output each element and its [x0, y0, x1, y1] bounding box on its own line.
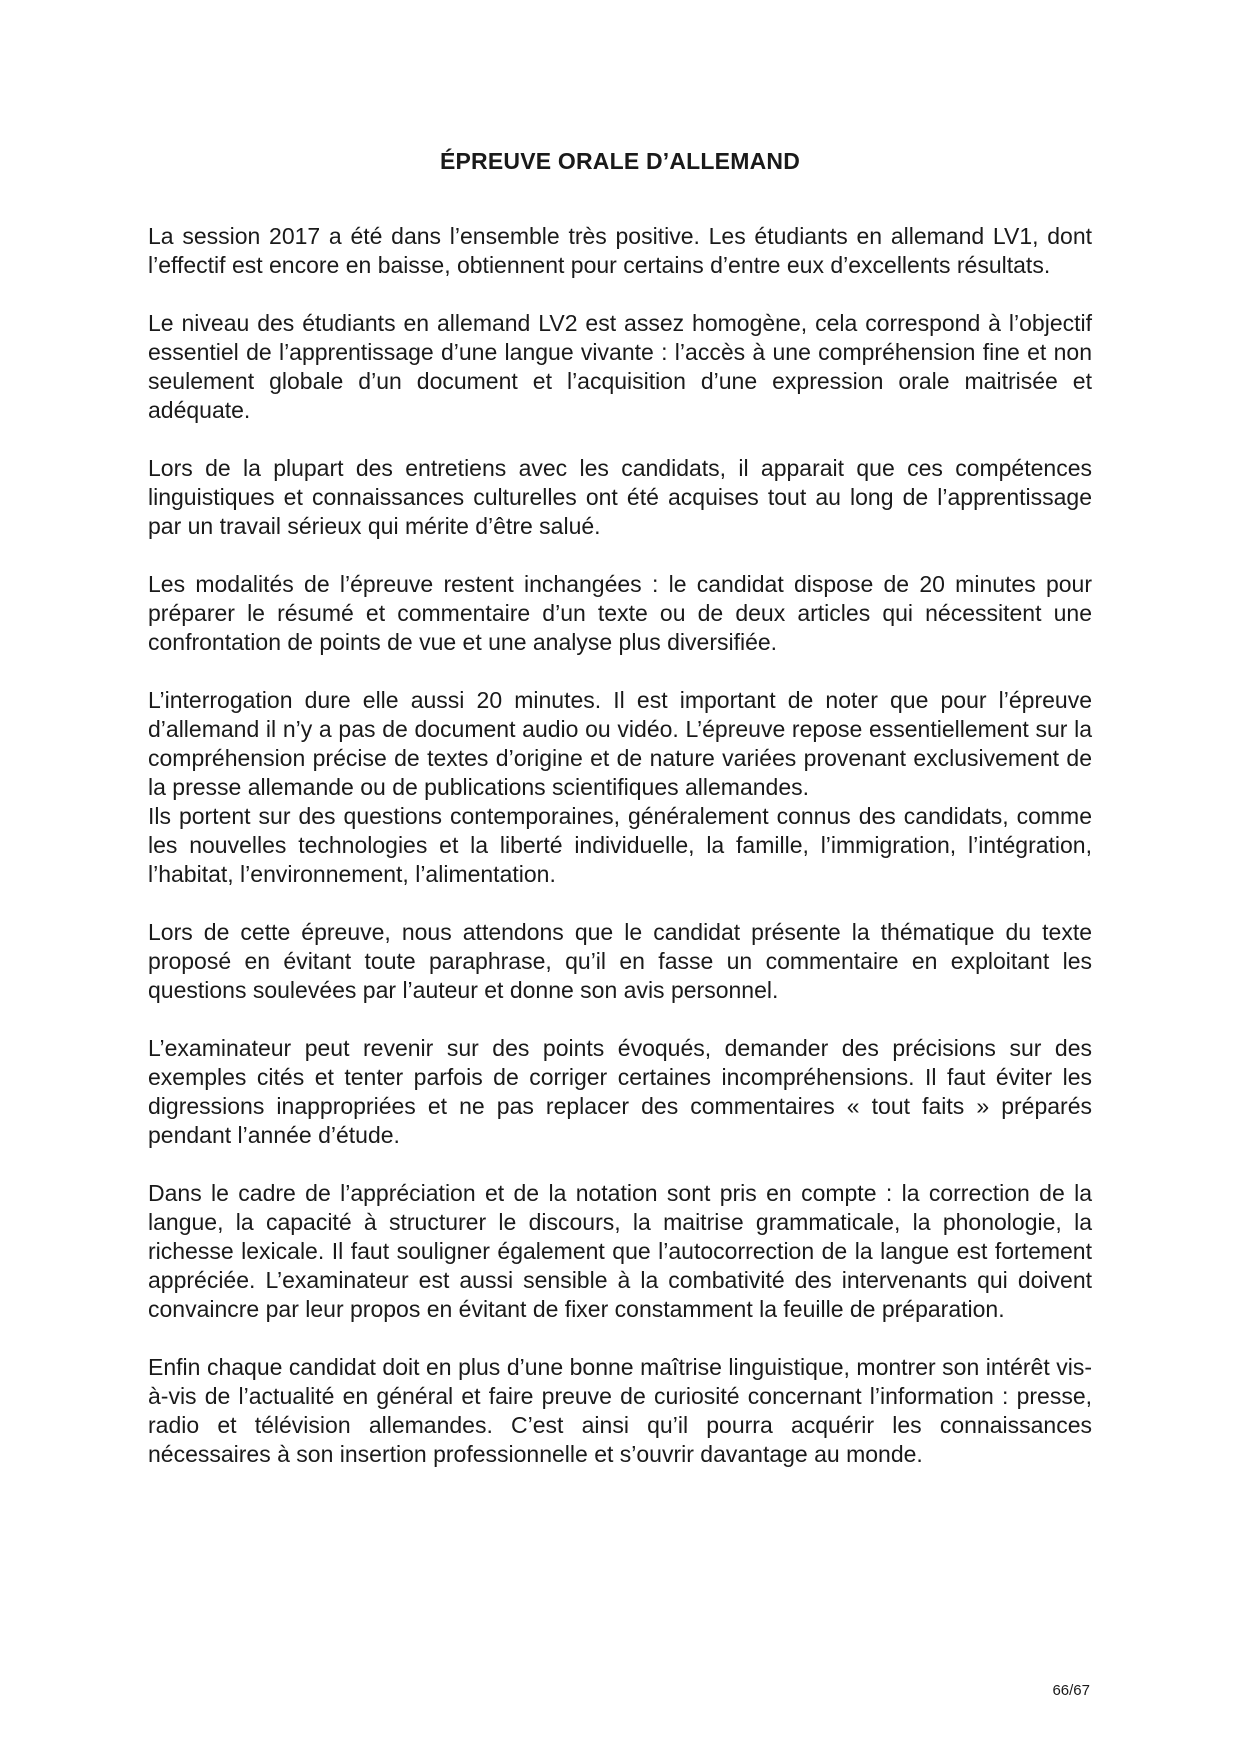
paragraph-interrogation: L’interrogation dure elle aussi 20 minutes. Il est important de noter que pour l’épreuve d’allemand il n’y a pas de document audio ou vidéo. L’épreuve repose essentiellement sur la compréhension précise de textes d’origine et de nature variées provenant exclusivement de la presse allemande ou de publications scientifiques allemandes. [148, 687, 1092, 800]
page-title: ÉPREUVE ORALE D’ALLEMAND [439, 148, 801, 174]
paragraph-lv2-level: Le niveau des étudiants en allemand LV2 est assez homogène, cela correspond à l’objectif essentiel de l’apprentissage d’une langue vivante : l’accès à une compréhension fine et non seulement globale d’un document et l’acquisition d’une expression orale maitrisée et adéquate. [148, 310, 1092, 423]
paragraph-exam-modalities: Les modalités de l’épreuve restent inchangées : le candidat dispose de 20 minutes pour préparer le résumé et commentaire d’un texte ou de deux articles qui nécessitent une confrontation de points de vue et une analyse plus diversifiée. [148, 571, 1092, 655]
paragraph-evaluation: Dans le cadre de l’appréciation et de la notation sont pris en compte : la correction de la langue, la capacité à structurer le discours, la maitrise grammaticale, la phonologie, la richesse lexicale. Il faut souligner également que l’autocorrection de la langue est fortement appréciée. L’examinateur est aussi sensible à la combativité des intervenants qui doivent convaincre par leur propos en évitant de fixer constamment la feuille de préparation. [148, 1180, 1092, 1322]
paragraph-topics: Ils portent sur des questions contemporaines, généralement connus des candidats, comme les nouvelles technologies et la liberté individuelle, la famille, l’immigration, l’intégration, l’habitat, l’environnement, l’alimentation. [148, 803, 1092, 887]
paragraph-competences: Lors de la plupart des entretiens avec les candidats, il apparait que ces compétences linguistiques et connaissances culturelles ont été acquises tout au long de l’apprentissage par un travail sérieux qui mérite d’être salué. [148, 455, 1092, 539]
document-body [148, 222, 1092, 1498]
page-number: 66/67 [1052, 1682, 1090, 1699]
paragraph-expectations: Lors de cette épreuve, nous attendons que le candidat présente la thématique du texte proposé en évitant toute paraphrase, qu’il en fasse un commentaire en exploitant les questions soulevées par l’auteur et donne son avis personnel. [148, 919, 1092, 1003]
paragraph-examiner: L’examinateur peut revenir sur des points évoqués, demander des précisions sur des exemples cités et tenter parfois de corriger certaines incompréhensions. Il faut éviter les digressions inappropriées et ne pas replacer des commentaires « tout faits » préparés pendant l’année d’étude. [148, 1035, 1092, 1148]
paragraph-conclusion: Enfin chaque candidat doit en plus d’une bonne maîtrise linguistique, montrer son intérêt vis-à-vis de l’actualité en général et faire preuve de curiosité concernant l’information : presse, radio et télévision allemandes. C’est ainsi qu’il pourra acquérir les connaissances nécessaires à son insertion professionnelle et s’ouvrir davantage au monde. [148, 1354, 1092, 1467]
paragraph-session-overview: La session 2017 a été dans l’ensemble très positive. Les étudiants en allemand LV1, dont l’effectif est encore en baisse, obtiennent pour certains d’entre eux d’excellents résultats. [148, 223, 1092, 278]
